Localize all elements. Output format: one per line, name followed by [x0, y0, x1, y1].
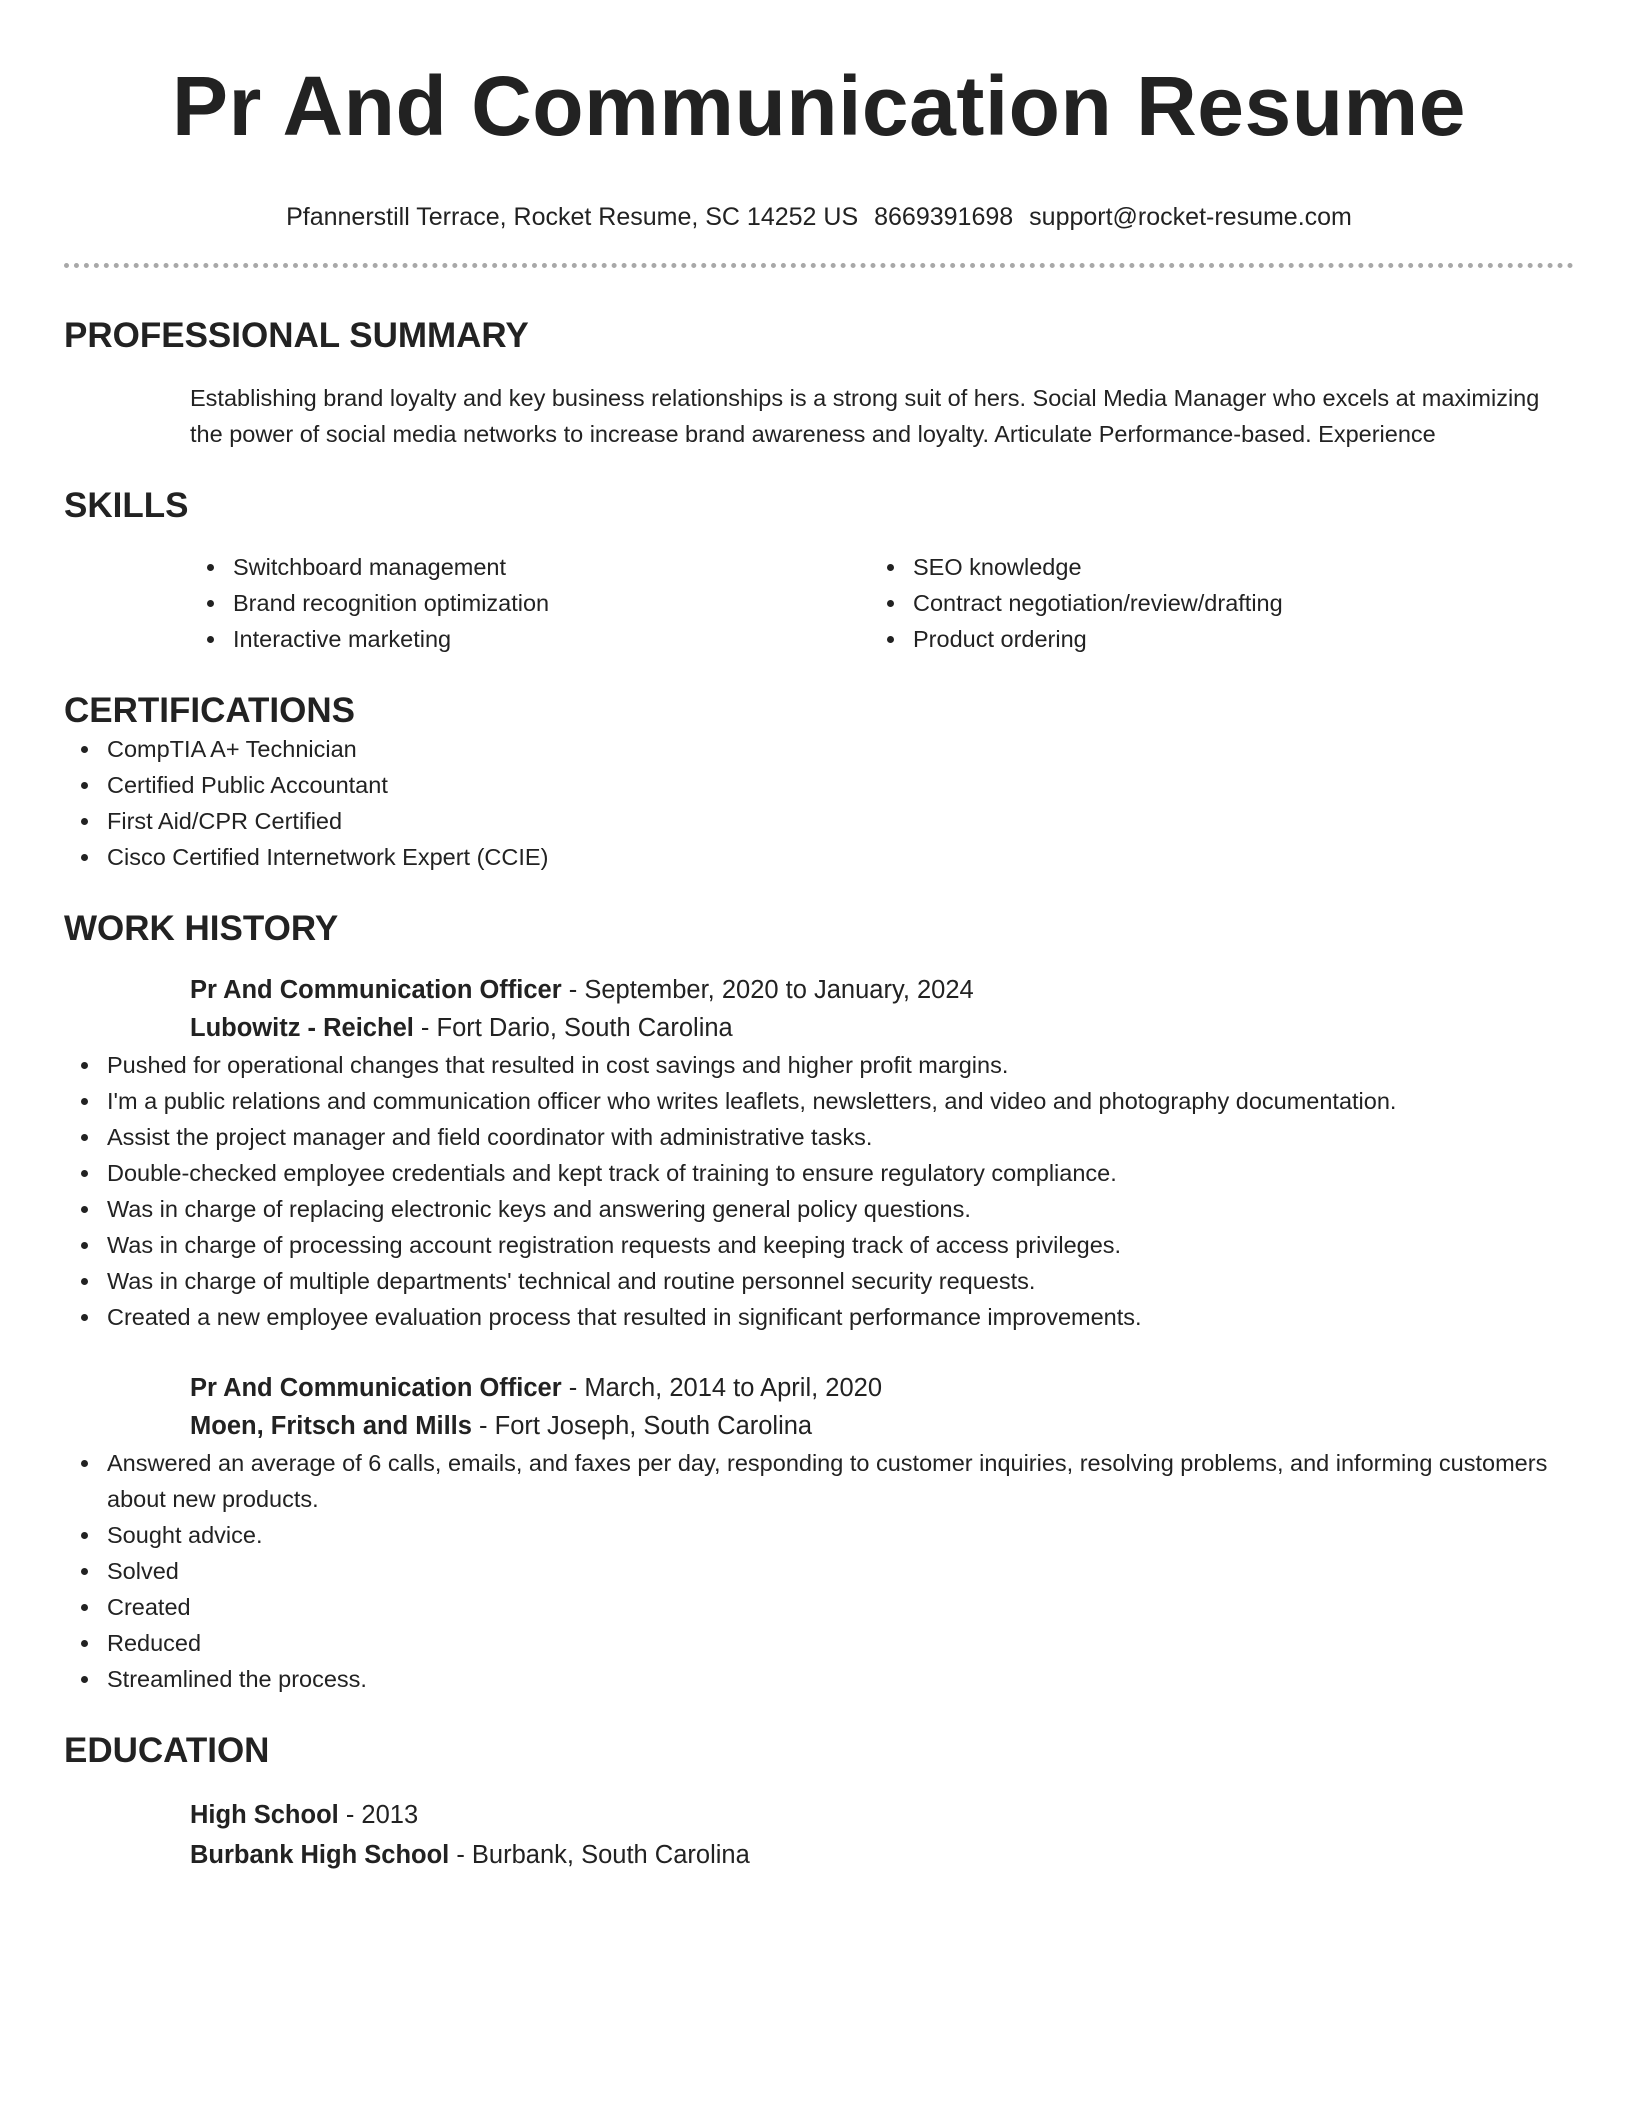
list-item: Was in charge of multiple departments' technical and routine personnel security requests.: [64, 1263, 1574, 1299]
contact-phone: 8669391698: [874, 203, 1014, 231]
job-dates: - March, 2014 to April, 2020: [561, 1374, 883, 1402]
skills-grid: [190, 549, 1574, 657]
section-title-education: EDUCATION: [64, 1731, 270, 1770]
list-item: Pushed for operational changes that resulted in cost savings and higher profit margins.: [64, 1047, 1574, 1083]
list-item: Was in charge of processing account registration requests and keeping track of access privileges.: [64, 1227, 1574, 1263]
list-item: Interactive marketing: [190, 621, 870, 657]
list-item: Was in charge of replacing electronic keys and answering general policy questions.: [64, 1191, 1574, 1227]
list-item: I'm a public relations and communication officer who writes leaflets, newsletters, and video and photography documentation.: [64, 1083, 1574, 1119]
skills-column-left: [190, 549, 870, 657]
resume-name: Pr And Communication Resume: [172, 59, 1466, 153]
certifications-list: [64, 731, 1574, 875]
list-item: Answered an average of 6 calls, emails, and faxes per day, responding to customer inquiries, resolving problems, and informing customers about new products.: [64, 1445, 1574, 1517]
list-item: Reduced: [64, 1625, 1574, 1661]
job-duties-list: [64, 1445, 1574, 1697]
job-location: - Fort Dario, South Carolina: [413, 1014, 733, 1042]
job-location: - Fort Joseph, South Carolina: [471, 1412, 813, 1440]
list-item: Switchboard management: [190, 549, 870, 585]
job-role: Pr And Communication Officer: [190, 1374, 562, 1402]
job-dates: - September, 2020 to January, 2024: [561, 976, 974, 1004]
job-company: Moen, Fritsch and Mills: [190, 1412, 472, 1440]
education-school: Burbank High School: [190, 1841, 450, 1869]
list-item: Double-checked employee credentials and kept track of training to ensure regulatory compliance.: [64, 1155, 1574, 1191]
contact-email: support@rocket-resume.com: [1029, 203, 1352, 231]
list-item: SEO knowledge: [870, 549, 1550, 585]
list-item: Solved: [64, 1553, 1574, 1589]
section-title-work-history: WORK HISTORY: [64, 909, 339, 948]
header-divider: [64, 263, 1574, 268]
job-company: Lubowitz - Reichel: [190, 1014, 414, 1042]
section-title-skills: SKILLS: [64, 486, 189, 525]
job-company-line: [190, 1407, 1574, 1445]
list-item: Contract negotiation/review/drafting: [870, 585, 1550, 621]
education-school-line: [190, 1836, 1574, 1874]
list-item: First Aid/CPR Certified: [64, 803, 1574, 839]
skills-column-right: [870, 549, 1550, 657]
list-item: Cisco Certified Internetwork Expert (CCIE): [64, 839, 1574, 875]
list-item: Sought advice.: [64, 1517, 1574, 1553]
job-role: Pr And Communication Officer: [190, 976, 562, 1004]
resume-page: [64, 0, 1574, 1874]
list-item: Created a new employee evaluation process that resulted in significant performance improvements.: [64, 1299, 1574, 1335]
job-company-line: [190, 1009, 1574, 1047]
list-item: Product ordering: [870, 621, 1550, 657]
list-item: Brand recognition optimization: [190, 585, 870, 621]
list-item: Created: [64, 1589, 1574, 1625]
education-degree: High School: [190, 1801, 339, 1829]
education-degree-line: [190, 1796, 1574, 1834]
section-title-certifications: CERTIFICATIONS: [64, 691, 356, 730]
job-title-line: [190, 1369, 1574, 1407]
job-title-line: [190, 971, 1574, 1009]
contact-line: [64, 202, 1574, 232]
contact-address: Pfannerstill Terrace, Rocket Resume, SC 14252 US: [286, 203, 859, 231]
education-year: - 2013: [338, 1801, 419, 1829]
job-duties-list: [64, 1047, 1574, 1335]
summary-text: Establishing brand loyalty and key business relationships is a strong suit of hers. Social Media Manager who excels at maximizing the power of social media networks to increase brand awareness and loyalty. Articulate Performance-based. Experience: [190, 385, 1540, 447]
education-location: - Burbank, South Carolina: [449, 1841, 750, 1869]
list-item: Certified Public Accountant: [64, 767, 1574, 803]
list-item: CompTIA A+ Technician: [64, 731, 1574, 767]
list-item: Streamlined the process.: [64, 1661, 1574, 1697]
section-title-summary: PROFESSIONAL SUMMARY: [64, 316, 529, 355]
list-item: Assist the project manager and field coordinator with administrative tasks.: [64, 1119, 1574, 1155]
